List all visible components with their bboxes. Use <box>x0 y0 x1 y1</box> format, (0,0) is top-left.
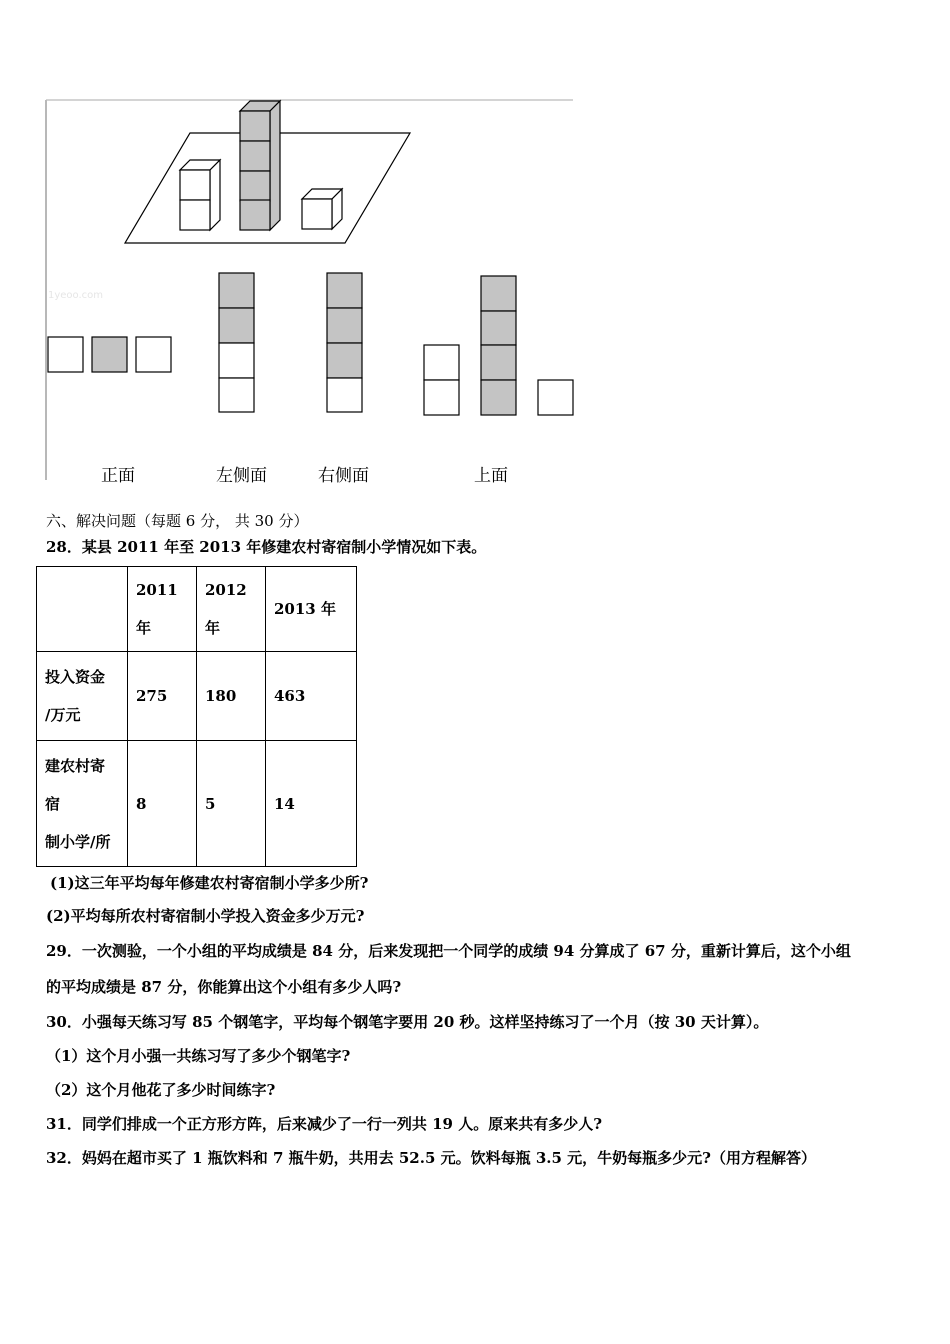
table-corner-cell <box>37 567 128 652</box>
q29-line2: 的平均成绩是 87 分，你能算出这个小组有多少人吗? <box>46 978 402 996</box>
q30-sub2: （2）这个月他花了多少时间练字? <box>46 1081 276 1099</box>
cube-drawing <box>0 0 950 500</box>
section-heading: 六、解决问题（每题 6 分， 共 30 分） <box>46 512 309 530</box>
row-label-schools: 建农村寄 宿 制小学/所 <box>37 741 128 867</box>
label-right-view: 右侧面 <box>318 466 369 486</box>
cell-schools-2012: 5 <box>197 741 266 867</box>
left-side-view <box>219 273 254 412</box>
q29-line1: 29．一次测验，一个小组的平均成绩是 84 分，后来发现把一个同学的成绩 94 分算成了 67 分，重新计算后，这个小组 <box>46 942 851 960</box>
label-top-view: 上面 <box>474 466 508 486</box>
cell-schools-2013: 14 <box>266 741 357 867</box>
cell-schools-2011: 8 <box>128 741 197 867</box>
table-row <box>37 741 357 867</box>
middle-cube-stack <box>240 101 280 230</box>
table-header-2013: 2013 年 <box>266 567 357 652</box>
q28-sub2: (2)平均每所农村寄宿制小学投入资金多少万元? <box>46 907 365 925</box>
table-header-row <box>37 567 357 652</box>
cell-funding-2012: 180 <box>197 652 266 741</box>
right-side-view <box>327 273 362 412</box>
left-cube-stack <box>180 160 220 230</box>
q28-sub1: (1)这三年平均每年修建农村寄宿制小学多少所? <box>50 874 369 892</box>
table-row <box>37 652 357 741</box>
table-header-2012: 2012 年 <box>197 567 266 652</box>
q31-text: 31．同学们排成一个正方形方阵，后来减少了一行一列共 19 人。原来共有多少人? <box>46 1115 602 1133</box>
table-header-2011: 2011 年 <box>128 567 197 652</box>
q32-text: 32．妈妈在超市买了 1 瓶饮料和 7 瓶牛奶，共用去 52.5 元。饮料每瓶 3.5 元，牛奶每瓶多少元?（用方程解答） <box>46 1149 816 1167</box>
cell-funding-2011: 275 <box>128 652 197 741</box>
q28-text: 28．某县 2011 年至 2013 年修建农村寄宿制小学情况如下表。 <box>46 538 487 556</box>
top-view <box>424 276 573 415</box>
cell-funding-2013: 463 <box>266 652 357 741</box>
q30-sub1: （1）这个月小强一共练习写了多少个钢笔字? <box>46 1047 351 1065</box>
right-cube <box>302 189 342 229</box>
q30-text: 30．小强每天练习写 85 个钢笔字，平均每个钢笔字要用 20 秒。这样坚持练习了一个月（按 30 天计算）。 <box>46 1013 769 1031</box>
watermark-text: 1yeoo.com <box>48 290 104 301</box>
label-left-view: 左侧面 <box>216 466 267 486</box>
row-label-funding: 投入资金 /万元 <box>37 652 128 741</box>
q28-data-table <box>36 566 357 867</box>
label-front-view: 正面 <box>101 466 135 486</box>
cube-views-figure <box>0 0 950 500</box>
front-view <box>48 337 171 372</box>
